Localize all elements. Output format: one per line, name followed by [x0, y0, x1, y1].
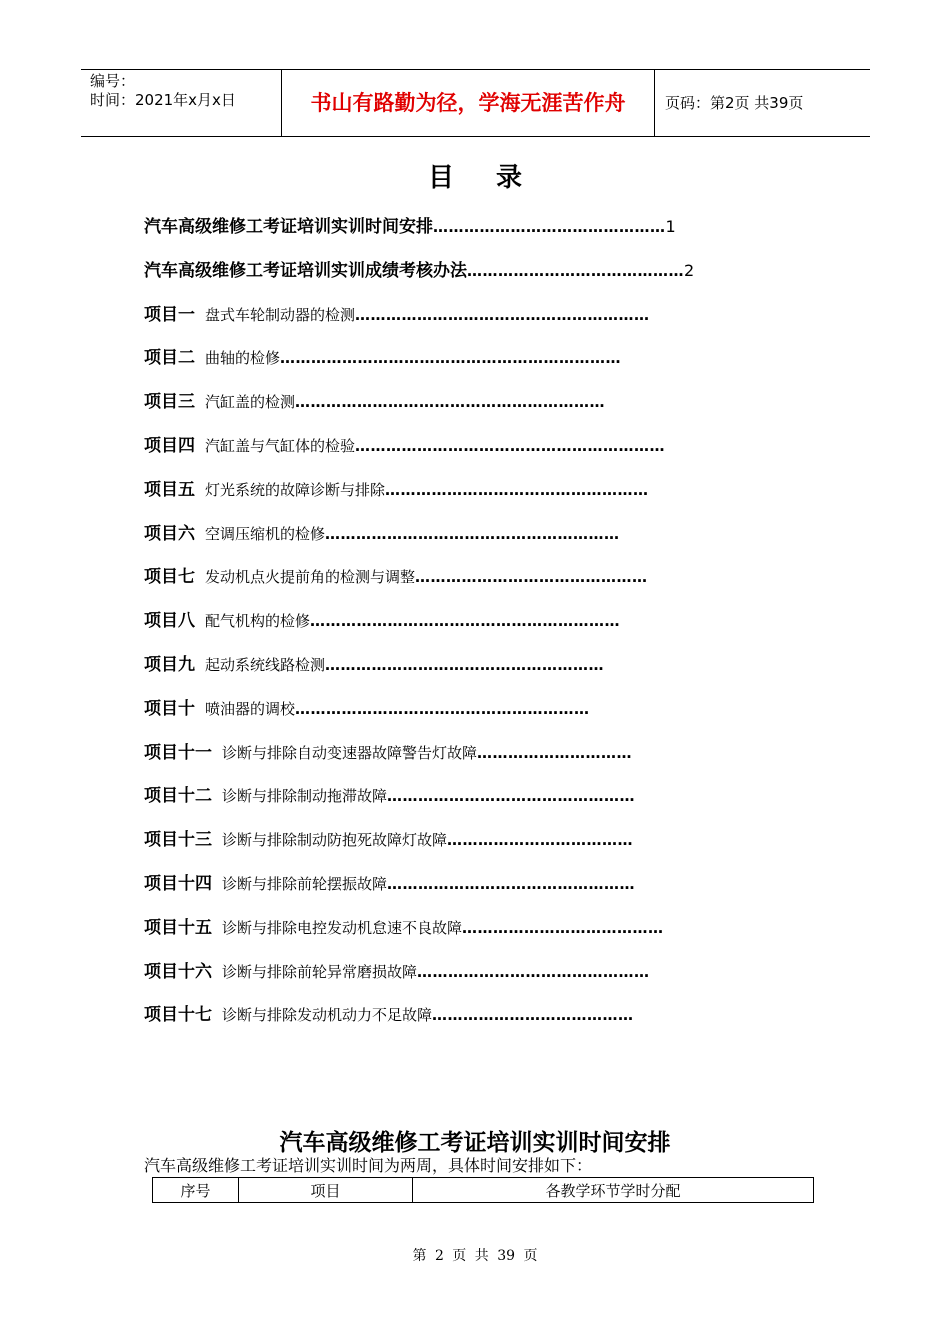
toc-entry[interactable]	[144, 871, 635, 897]
toc-entry-title: 配气机构的检修	[205, 612, 311, 631]
toc-entry-number: 项目五	[144, 479, 195, 500]
toc-entry-leader: ……………………………………………………	[295, 393, 606, 412]
toc-entry-title: 诊断与排除自动变速器故障警告灯故障	[222, 743, 478, 762]
toc-entry-title: 诊断与排除电控发动机怠速不良故障	[222, 918, 463, 937]
toc-entry-leader: …………………………………	[462, 918, 664, 937]
toc-entry-leader: ……………………………………………………	[355, 437, 666, 455]
toc-entry[interactable]	[144, 345, 621, 371]
toc-entry-title: 汽缸盖与气缸体的检验	[205, 437, 356, 455]
toc-entry-number: 项目十三	[144, 830, 212, 851]
toc-entry-number: 项目十四	[144, 874, 212, 894]
toc-entry[interactable]	[144, 608, 620, 634]
toc-entry-number: 项目四	[144, 436, 195, 456]
toc-entry-leader: ………………………………………	[417, 962, 650, 981]
header-page-info: 页码：第2页 共39页	[665, 94, 804, 112]
number-label: 编号：	[90, 72, 136, 90]
toc-entry[interactable]	[144, 521, 620, 547]
toc-entry-title: 诊断与排除前轮异常磨损故障	[222, 962, 418, 981]
toc-entry-number: 项目二	[144, 348, 195, 369]
toc-entry[interactable]	[144, 477, 649, 503]
toc-entry-title: 汽车高级维修工考证培训实训时间安排	[144, 217, 433, 237]
toc-entry-leader: ……………………………………………	[385, 480, 649, 499]
toc-entry[interactable]	[144, 302, 650, 328]
toc-entry-leader: …………………………………………………	[355, 305, 650, 324]
toc-entry-page: 1	[665, 217, 676, 236]
section-intro: 汽车高级维修工考证培训实训时间为两周，具体时间安排如下：	[144, 1156, 593, 1175]
toc-entry[interactable]	[144, 827, 633, 853]
toc-entry-number: 项目八	[144, 611, 195, 632]
toc-entry-number: 项目十一	[144, 742, 212, 763]
toc-entry[interactable]	[144, 258, 694, 284]
toc-entry-title: 盘式车轮制动器的检测	[205, 305, 356, 324]
toc-entry[interactable]	[144, 740, 632, 766]
toc-title: 目录	[427, 163, 564, 193]
header-meta	[81, 70, 282, 136]
toc-entry-leader: ………………………………………	[433, 218, 666, 236]
toc-entry-title: 曲轴的检修	[205, 349, 281, 368]
toc-entry-leader: ………………………………	[447, 831, 634, 850]
toc-entry-number: 项目七	[144, 567, 195, 588]
toc-entry-number: 项目一	[144, 304, 195, 325]
col-header-index: 序号	[153, 1178, 239, 1203]
toc-entry-title: 起动系统线路检测	[205, 656, 326, 674]
toc-entry[interactable]	[144, 783, 635, 809]
toc-entry-title: 喷油器的调校	[205, 699, 296, 718]
toc-entry[interactable]	[144, 915, 664, 941]
time-label: 时间：2021年x月x日	[90, 91, 236, 109]
toc-entry-title: 诊断与排除制动防抱死故障灯故障	[222, 831, 448, 850]
toc-entry[interactable]	[144, 652, 604, 678]
toc-entry-leader: …………………………………………………	[325, 524, 620, 543]
toc-entry-number: 项目十六	[144, 961, 212, 982]
toc-entry[interactable]	[144, 564, 648, 590]
toc-entry-leader: ……………………………………	[467, 261, 684, 280]
toc-entry-leader: …………………………………………………………	[280, 349, 622, 368]
toc-entry-number: 项目十	[144, 698, 195, 719]
schedule-table	[152, 1177, 814, 1203]
toc-entry-leader: …………………………	[477, 743, 633, 762]
toc-entry-title: 空调压缩机的检修	[205, 524, 326, 543]
toc-entry-page: 2	[684, 260, 695, 280]
header-motto: 书山有路勤为径，学海无涯苦作舟	[282, 70, 655, 136]
toc-entry[interactable]	[144, 1002, 634, 1028]
toc-entry-number: 项目十五	[144, 917, 212, 938]
toc-entry-title: 汽车高级维修工考证培训实训成绩考核办法	[144, 260, 467, 281]
toc-entry-leader: ………………………………………………	[325, 656, 605, 674]
toc-entry-title: 汽缸盖的检测	[205, 393, 296, 412]
toc-entry[interactable]	[144, 959, 650, 985]
page-header	[81, 69, 870, 137]
col-header-hours: 各教学环节学时分配	[413, 1178, 814, 1203]
toc-entry-leader: ………………………………………	[415, 568, 648, 587]
toc-entry[interactable]	[144, 696, 590, 722]
toc-entry-title: 诊断与排除制动拖滞故障	[222, 787, 388, 806]
toc-entry-number: 项目六	[144, 523, 195, 544]
toc-entry-number: 项目十七	[144, 1005, 212, 1026]
toc-entry-leader: …………………………………	[432, 1006, 634, 1025]
toc-entry[interactable]	[144, 389, 605, 415]
toc-entry-title: 诊断与排除前轮摆振故障	[222, 875, 388, 893]
toc-entry-title: 诊断与排除发动机动力不足故障	[222, 1006, 433, 1025]
toc-entry-title: 灯光系统的故障诊断与排除	[205, 480, 386, 499]
toc-entry-number: 项目十二	[144, 786, 212, 807]
toc-entry-number: 项目三	[144, 392, 195, 413]
toc-entry-leader: …………………………………………	[387, 787, 636, 806]
toc-entry[interactable]	[144, 214, 676, 240]
toc-entry-leader: …………………………………………………	[295, 699, 590, 718]
toc-entry[interactable]	[144, 433, 665, 459]
toc-entry-number: 项目九	[144, 655, 195, 675]
col-header-item: 项目	[239, 1178, 413, 1203]
toc-entry-title: 发动机点火提前角的检测与调整	[205, 568, 416, 587]
section-title: 汽车高级维修工考证培训实训时间安排	[279, 1129, 671, 1156]
toc-entry-leader: ……………………………………………………	[310, 612, 621, 631]
toc-entry-leader: …………………………………………	[387, 875, 636, 893]
table-header-row	[153, 1178, 814, 1203]
page-footer: 第 2 页 共 39 页	[412, 1248, 538, 1264]
